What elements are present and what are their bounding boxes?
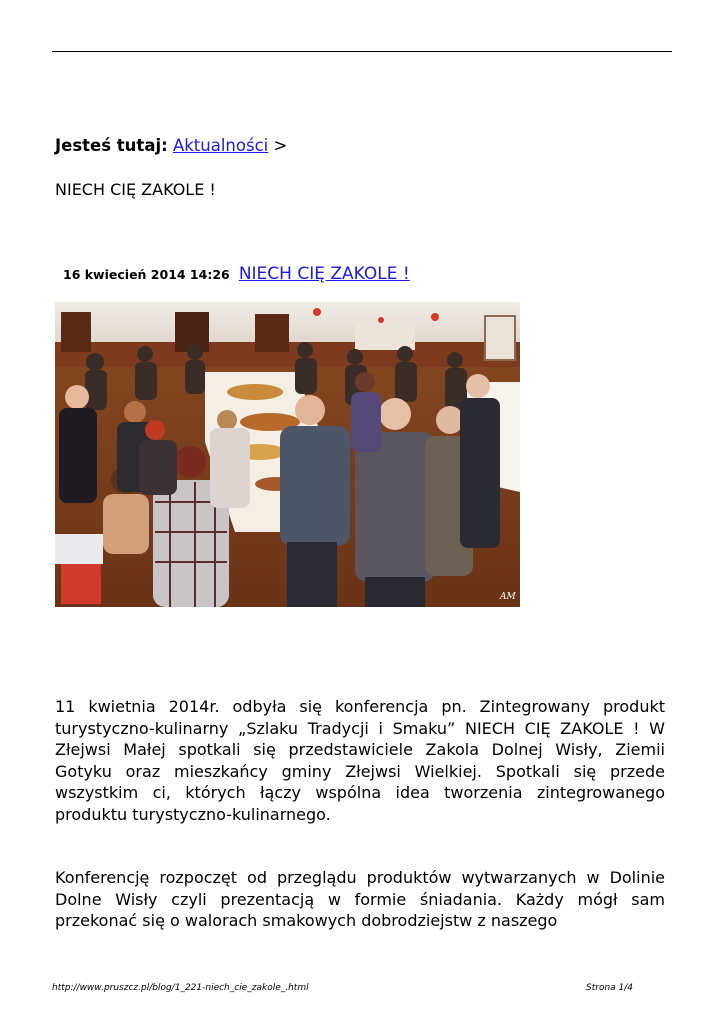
post-date: 16 kwiecień 2014 14:26	[63, 267, 230, 282]
header-rule	[52, 51, 672, 52]
breadcrumb-link-aktualnosci[interactable]: Aktualności	[172, 136, 269, 155]
page-title: NIECH CIĘ ZAKOLE !	[55, 180, 216, 199]
article-paragraph-2: Konferencję rozpoczęt od przeglądu produktów wytwarzanych w Dolinie Dolne Wisły czyli prezentacją w formie śniadania. Każdy mógł sam przekonać się o walorach smakowych dobrodziejstw z naszego	[55, 868, 665, 931]
article-paragraph-1: 11 kwietnia 2014r. odbyła się konferencja pn. Zintegrowany produkt turystyczno-kulinarny „Szlaku Tradycji i Smaku” NIECH CIĘ ZAKOLE ! W Złejwsi Małej spotkali się przedstawiciele Zakola Dolnej Wisły, Ziemii Gotyku oraz mieszkańcy gminy Złejwsi Wielkiej. Spotkali się przede wszystkim ci, których łączy wspólna idea tworzenia zintegrowanego produktu turystyczno-kulinarnego.	[55, 697, 665, 824]
post-meta	[63, 264, 410, 284]
breadcrumb-separator: >	[273, 136, 288, 155]
footer-page-number: Strona 1/4	[586, 983, 634, 993]
footer-url: http://www.pruszcz.pl/blog/1_221-niech_cie_zakole_.html	[52, 983, 309, 993]
photo-watermark: AM	[500, 592, 516, 602]
breadcrumb-label: Jesteś tutaj:	[55, 136, 168, 155]
event-photo	[55, 302, 520, 607]
breadcrumb	[55, 135, 287, 157]
post-title-link[interactable]: NIECH CIĘ ZAKOLE !	[238, 264, 410, 284]
